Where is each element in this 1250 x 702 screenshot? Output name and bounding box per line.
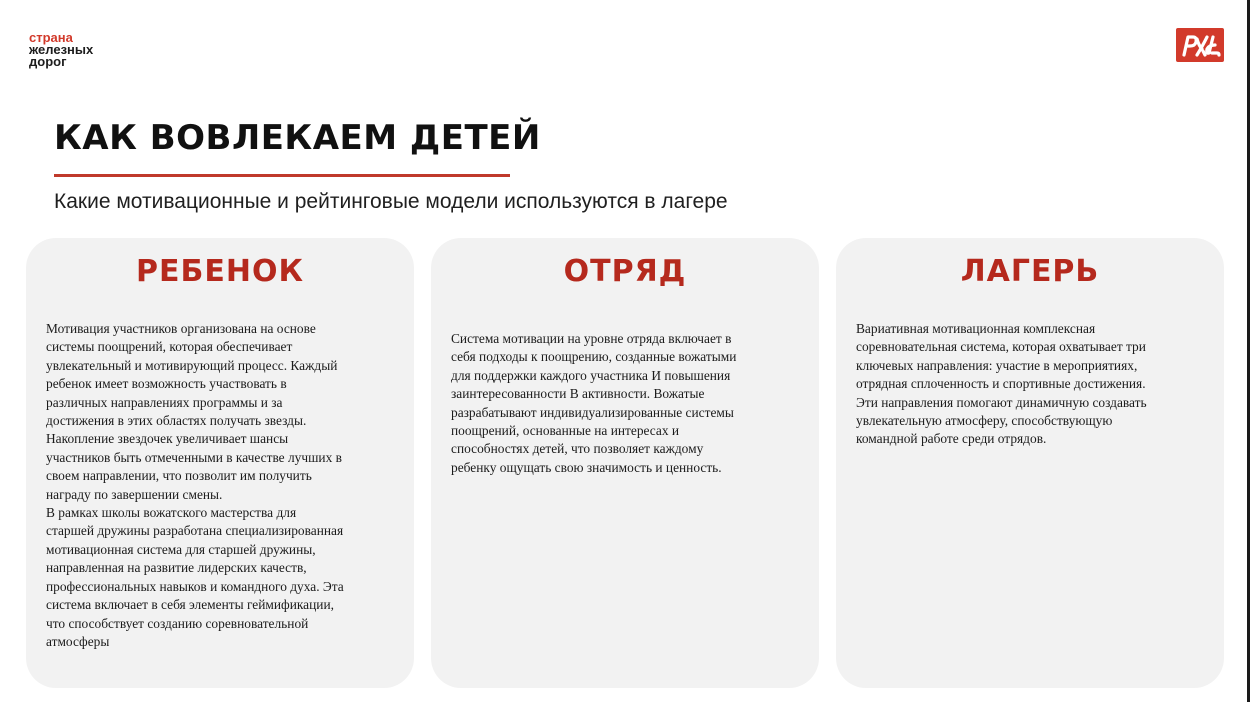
card-child-text: Мотивация участников организована на основе системы поощрений, которая обеспечивает увлекательный и мотивирующий процесс. Каждый ребенок имеет возможность участвовать в различных направлениях программы и за достижения в этих областях получать звезды. Накопление звездочек увеличивает шансы участников быть отмеченными в качестве лучших в своем направлении, что позволит им получить награду по завершении смены. В рамках школы вожатского мастерства для старшей дружины разработана специализированная мотивационная система для старшей дружины, направленная на развитие лидерских качеств, профессиональных навыков и командного духа. Эта система включает в себя элементы геймификации, что способствует созданию соревновательной атмосферы [46,321,344,649]
card-squad [431,238,819,688]
page-title: КАК ВОВЛЕКАЕМ ДЕТЕЙ [54,118,541,158]
brand-line-3: дорог [29,54,67,69]
card-child-heading: РЕБЕНОК [136,254,304,289]
page-subtitle: Какие мотивационные и рейтинговые модели используются в лагере [54,190,728,213]
brand-line-1: страна [29,30,73,45]
brand-wordmark [29,32,93,68]
rzd-logo-icon [1176,28,1224,62]
card-camp-heading: ЛАГЕРЬ [960,254,1100,289]
card-camp [836,238,1224,688]
brand-line-2: железных [29,42,94,57]
card-squad-text: Система мотивации на уровне отряда включает в себя подходы к поощрению, созданные вожатыми для поддержки каждого участника И повышения заинтересованности В активности. Вожатые разрабатывают индивидуализированные системы поощрений, основанные на интересах и способностях детей, что позволяет каждому ребенку ощущать свою значимость и ценность. [451,331,737,475]
card-child [26,238,414,688]
title-underline [54,174,510,177]
card-squad-heading: ОТРЯД [563,254,687,289]
card-camp-text: Вариативная мотивационная комплексная соревновательная система, которая охватывает три ключевых направления: участие в мероприятиях, отрядная сплоченность и спортивные достижения. Эти направления помогают динамичную создавать увлекательную атмосферу, способствующую командной работе среди отрядов. [856,321,1147,447]
